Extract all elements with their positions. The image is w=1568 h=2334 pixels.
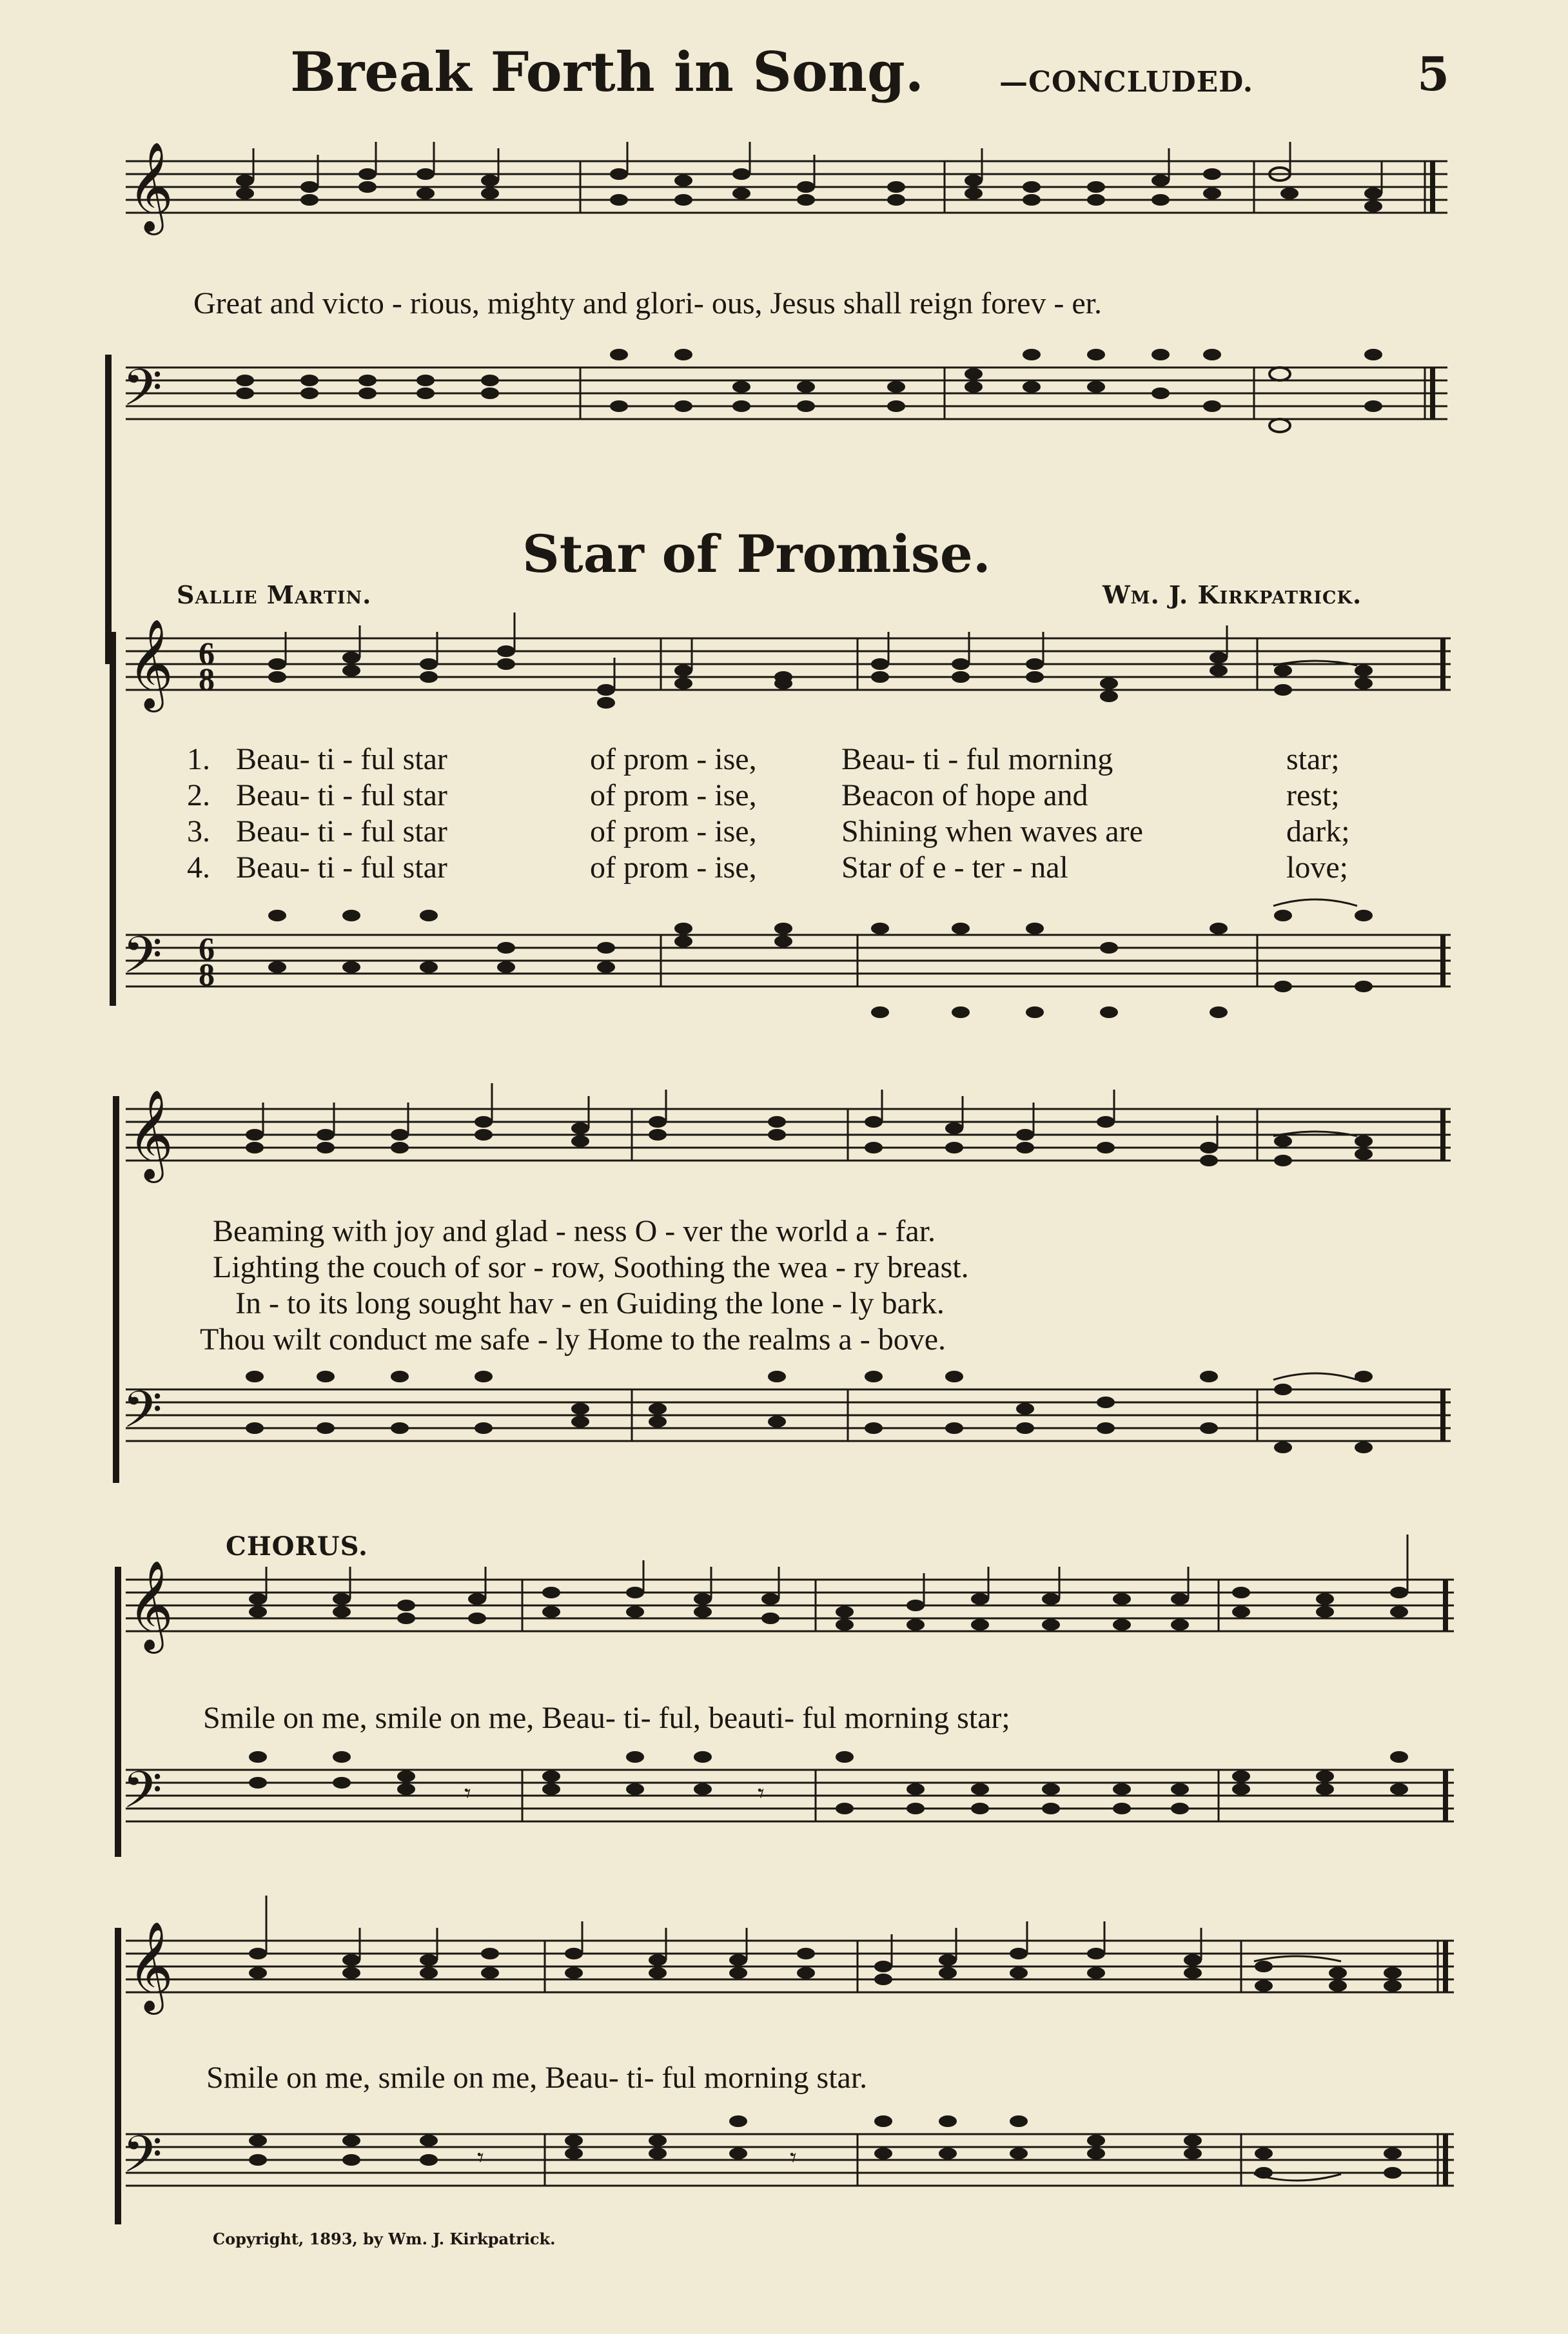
system-5-bass-staff	[0, 2124, 1568, 2224]
svg-text:𝄾: 𝄾	[464, 1779, 471, 1809]
svg-text:𝄢: 𝄢	[122, 925, 162, 997]
time-signature-top: 6	[199, 635, 215, 671]
system-3-bass-staff	[0, 1380, 1568, 1480]
svg-text:𝄞: 𝄞	[128, 619, 173, 709]
system-1-notes-treble	[0, 148, 1568, 245]
svg-text:𝄢: 𝄢	[122, 1380, 162, 1452]
chorus-label: CHORUS.	[226, 1531, 368, 1562]
bass-time-top: 6	[199, 930, 215, 966]
verse-4-continuation: Thou wilt conduct me safe - ly Home to the realms a - bove.	[200, 1322, 946, 1357]
system-2-treble-staff	[0, 619, 1568, 722]
hymn-title-previous: Break Forth in Song.	[290, 40, 924, 104]
copyright-notice: Copyright, 1893, by Wm. J. Kirkpatrick.	[213, 2230, 556, 2248]
svg-text:𝄢: 𝄢	[122, 2124, 162, 2197]
page-number: 5	[1417, 46, 1450, 101]
svg-text:𝄾: 𝄾	[477, 2143, 484, 2173]
page-title	[290, 40, 924, 104]
lyricist: Sallie Martin.	[177, 580, 372, 609]
svg-text:𝄾: 𝄾	[790, 2143, 797, 2173]
verse-2-continuation: Lighting the couch of sor - row, Soothing the wea - ry breast.	[213, 1250, 969, 1284]
composer: Wm. J. Kirkpatrick.	[1102, 580, 1362, 609]
svg-text:𝄢: 𝄢	[122, 1760, 162, 1832]
svg-text:𝄞: 𝄞	[128, 142, 173, 231]
svg-text:𝄢: 𝄢	[122, 358, 162, 430]
system-1-lyrics: Great and victo - rious, mighty and glori- ous, Jesus shall reign forev - er.	[193, 286, 1102, 320]
system-2-bass-staff	[0, 925, 1568, 1025]
title-suffix: —CONCLUDED.	[999, 66, 1254, 99]
system-4-bass-staff	[0, 1760, 1568, 1860]
svg-text:𝄞: 𝄞	[128, 1090, 173, 1179]
verse-3-continuation: In - to its long sought hav - en Guiding the lone - ly bark.	[235, 1286, 945, 1320]
svg-text:𝄞: 𝄞	[128, 1921, 173, 2011]
system-4-treble-staff	[0, 1560, 1568, 1663]
system-5-treble-staff	[0, 1921, 1568, 2025]
hymn-title: Star of Promise.	[522, 524, 991, 584]
system-3-treble-staff	[0, 1090, 1568, 1193]
system-1-bass-staff	[0, 358, 1568, 458]
bass-time-bottom: 8	[199, 956, 215, 992]
svg-text:𝄞: 𝄞	[128, 1560, 173, 1650]
time-signature-bottom: 8	[199, 661, 215, 697]
chorus-line-1: Smile on me, smile on me, Beau- ti- ful, beauti- ful morning star;	[203, 1701, 1010, 1735]
verse-1-continuation: Beaming with joy and glad - ness O - ver the world a - far.	[213, 1214, 936, 1248]
chorus-line-2: Smile on me, smile on me, Beau- ti- ful morning star.	[206, 2061, 868, 2095]
svg-text:𝄾: 𝄾	[758, 1779, 765, 1809]
